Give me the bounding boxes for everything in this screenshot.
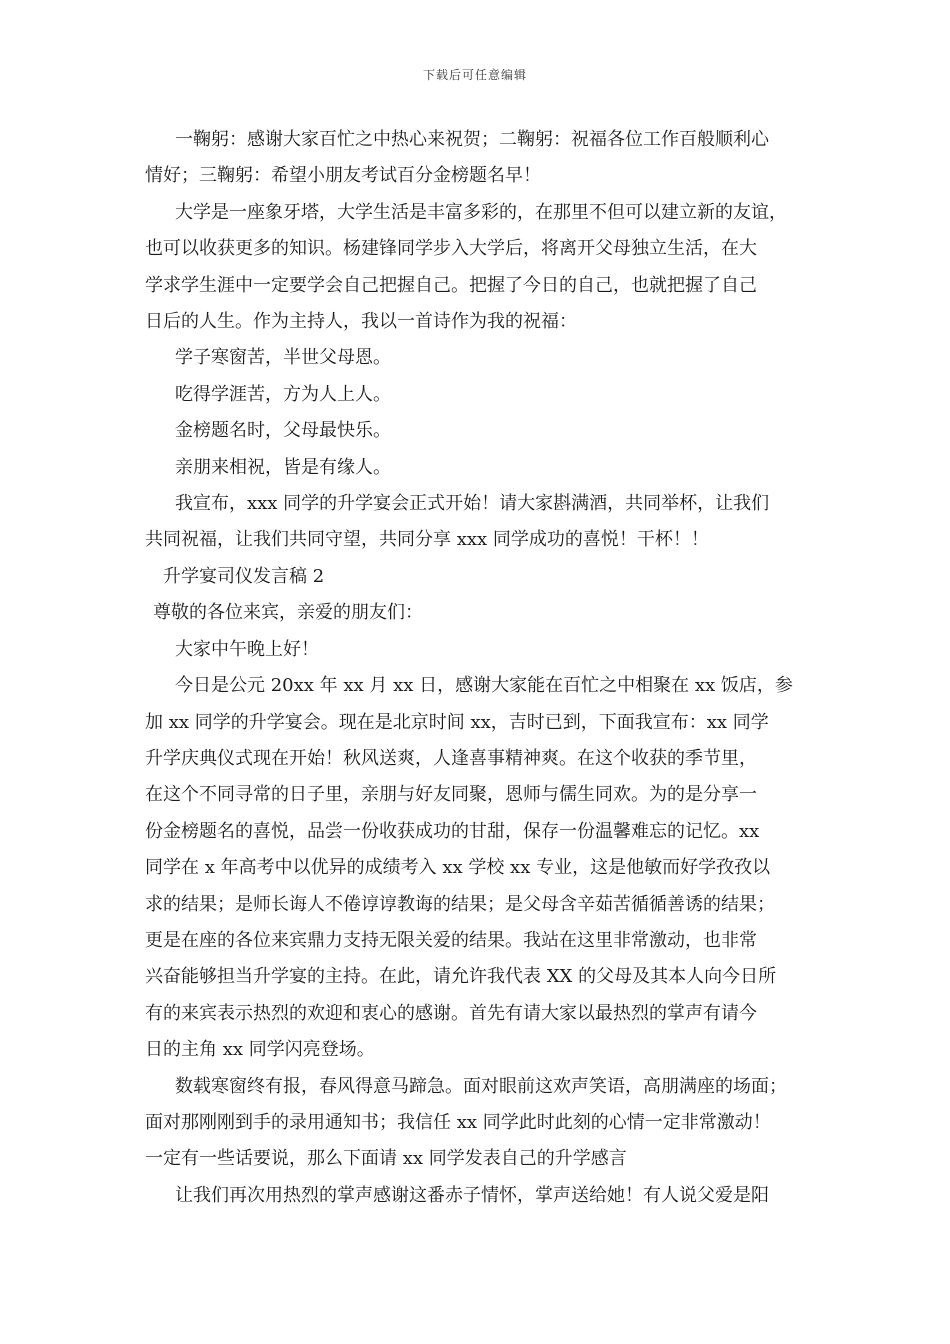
text-line: 也可以收获更多的知识。杨建锋同学步入大学后，将离开父母独立生活，在大 <box>145 238 757 260</box>
text-line: 让我们再次用热烈的掌声感谢这番赤子情怀，掌声送给她！有人说父爱是阳 <box>175 1184 769 1206</box>
greeting: 大家中午晚上好！ <box>175 638 319 660</box>
text-line: 升学庆典仪式现在开始！秋风送爽，人逢喜事精神爽。在这个收获的季节里， <box>145 747 757 769</box>
text-line: 共同祝福，让我们共同守望，共同分享 xxx 同学成功的喜悦！干杯！！ <box>145 529 709 551</box>
text-line: 有的来宾表示热烈的欢迎和衷心的感谢。首先有请大家以最热烈的掌声有请今 <box>145 1002 757 1024</box>
text-line: 今日是公元 20xx 年 xx 月 xx 日，感谢大家能在百忙之中相聚在 xx 饭店，参 <box>175 675 793 697</box>
text-line: 大学是一座象牙塔，大学生活是丰富多彩的，在那里不但可以建立新的友谊， <box>175 201 787 223</box>
text-line: 份金榜题名的喜悦，品尝一份收获成功的甘甜，保存一份温馨难忘的记忆。xx <box>145 820 760 842</box>
poem-line: 吃得学涯苦，方为人上人。 <box>175 383 391 405</box>
salutation: 尊敬的各位来宾，亲爱的朋友们： <box>153 602 423 624</box>
text-line: 情好；三鞠躬：希望小朋友考试百分金榜题名早！ <box>145 165 541 187</box>
text-line: 一鞠躬：感谢大家百忙之中热心来祝贺；二鞠躬：祝福各位工作百般顺利心 <box>175 129 769 150</box>
text-line: 日的主角 xx 同学闪亮登场。 <box>145 1039 375 1061</box>
text-line: 求的结果；是师长诲人不倦谆谆教诲的结果；是父母含辛茹苦循循善诱的结果； <box>145 893 775 915</box>
text-line: 学求学生涯中一定要学会自己把握自己。把握了今日的自己，也就把握了自己 <box>145 274 757 296</box>
text-line: 兴奋能够担当升学宴的主持。在此，请允许我代表 XX 的父母及其本人向今日所 <box>145 966 777 988</box>
section-title: 升学宴司仪发言稿 2 <box>163 565 325 587</box>
text-line: 在这个不同寻常的日子里，亲朋与好友同聚，恩师与儒生同欢。为的是分享一 <box>145 784 757 806</box>
text-line: 数载寒窗终有报，春风得意马蹄急。面对眼前这欢声笑语，高朋满座的场面； <box>175 1075 787 1097</box>
text-line: 日后的人生。作为主持人，我以一首诗作为我的祝福： <box>145 311 577 333</box>
poem-line: 亲朋来相祝，皆是有缘人。 <box>175 456 391 478</box>
text-line: 同学在 x 年高考中以优异的成绩考入 xx 学校 xx 专业，这是他敏而好学孜孜以 <box>145 857 771 879</box>
text-line: 我宣布，xxx 同学的升学宴会正式开始！请大家斟满酒，共同举杯，让我们 <box>175 493 770 515</box>
poem-line: 学子寒窗苦，半世父母恩。 <box>175 347 391 369</box>
text-line: 面对那刚刚到手的录用通知书；我信任 xx 同学此时此刻的心情一定非常激动！ <box>145 1111 771 1133</box>
document-body <box>145 122 817 1214</box>
page-header: 下载后可任意编辑 <box>422 68 527 82</box>
text-line: 更是在座的各位来宾鼎力支持无限关爱的结果。我站在这里非常激动，也非常 <box>145 929 757 951</box>
poem-line: 金榜题名时，父母最快乐。 <box>175 420 391 442</box>
text-line: 一定有一些话要说，那么下面请 xx 同学发表自己的升学感言 <box>145 1148 627 1170</box>
text-line: 加 xx 同学的升学宴会。现在是北京时间 xx，吉时已到，下面我宣布：xx 同学 <box>145 711 769 733</box>
